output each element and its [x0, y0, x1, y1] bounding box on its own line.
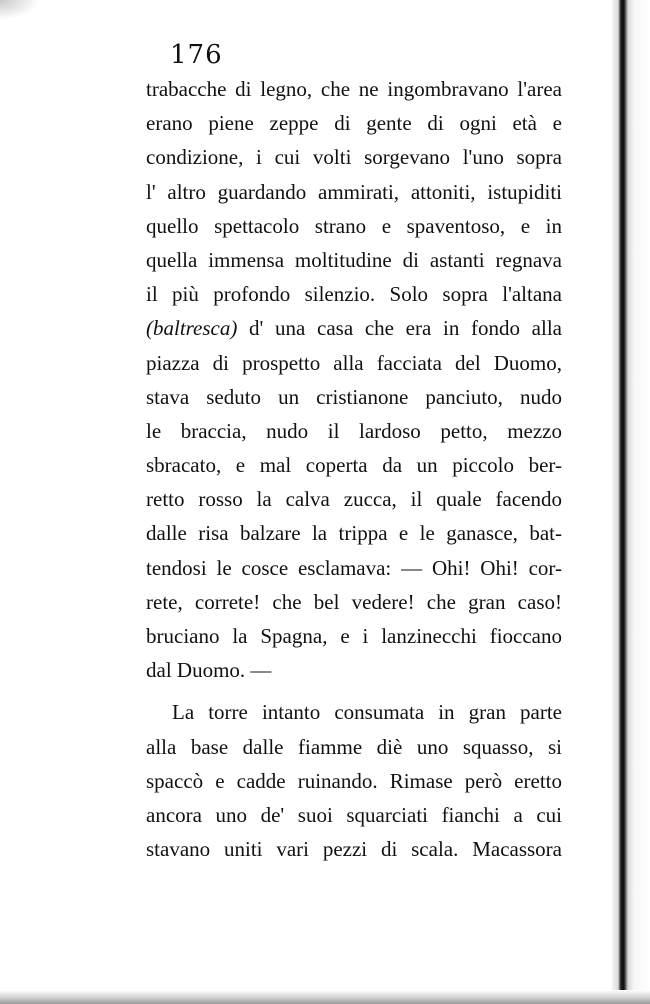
text-line: le braccia, nudo il lardoso petto, mezzo: [146, 418, 562, 443]
text-line: il più profondo silenzio. Solo sopra l'altana: [146, 282, 562, 307]
text-line: dal Duomo. —: [146, 658, 272, 683]
text-line: retto rosso la calva zucca, il quale facendo: [146, 487, 562, 512]
text-line: erano piene zeppe di gente di ogni età e: [146, 111, 562, 136]
italic-term: (baltresca): [146, 316, 238, 341]
text-line: ancora uno de' suoi squarciati fianchi a cui: [146, 802, 562, 827]
text-line-rest: d' una casa che era in fondo alla: [237, 316, 562, 341]
text-line: stavano uniti vari pezzi di scala. Macassora: [146, 837, 562, 862]
text-line: [146, 311, 562, 345]
text-line: La torre intanto consumata in gran parte: [172, 700, 562, 725]
text-line: alla base dalle fiamme diè uno squasso, si: [146, 734, 562, 759]
page-bottom-shadow: [0, 990, 650, 1004]
text-line: rete, correte! che bel vedere! che gran caso!: [146, 589, 562, 614]
corner-smudge: [0, 0, 40, 20]
text-line: stava seduto un cristianone panciuto, nudo: [146, 384, 562, 409]
text-line: condizione, i cui volti sorgevano l'uno sopra: [146, 145, 562, 170]
text-line: piazza di prospetto alla facciata del Duomo,: [146, 350, 562, 375]
body-text: [146, 72, 562, 866]
text-line: sbracato, e mal coperta da un piccolo ber-: [146, 453, 562, 478]
text-line: dalle risa balzare la trippa e le ganasce, bat-: [146, 521, 562, 546]
text-line: tendosi le cosce esclamava: — Ohi! Ohi! cor-: [146, 555, 562, 580]
text-line: quella immensa moltitudine di astanti regnava: [146, 247, 562, 272]
page-edge-shadow: [612, 0, 650, 1004]
text-line: quello spettacolo strano e spaventoso, e in: [146, 213, 562, 238]
text-line: spaccò e cadde ruinando. Rimase però eretto: [146, 768, 562, 793]
paragraph-gap: [146, 687, 562, 695]
page-number: 176: [170, 40, 223, 70]
text-line: trabacche di legno, che ne ingombravano l'area: [146, 77, 562, 101]
text-line: bruciano la Spagna, e i lanzinecchi fioccano: [146, 624, 562, 648]
text-line: l' altro guardando ammirati, attoniti, istupiditi: [146, 179, 562, 204]
